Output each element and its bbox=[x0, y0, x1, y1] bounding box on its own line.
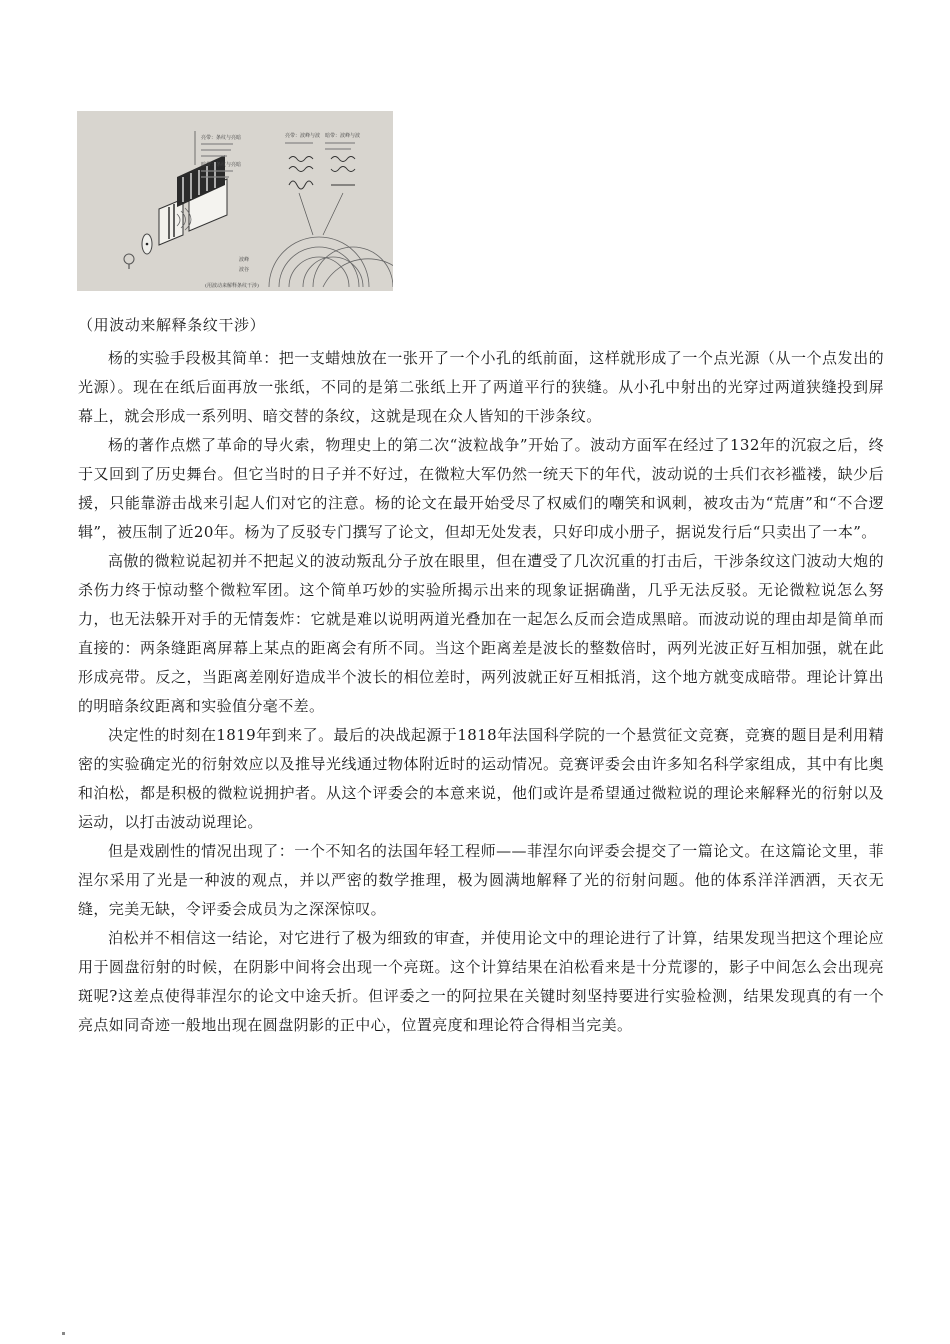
crest-label: 波峰 bbox=[239, 257, 250, 263]
page-mark bbox=[62, 1332, 65, 1335]
article-body bbox=[78, 344, 884, 1040]
figure-caption: （用波动来解释条纹干涉） bbox=[78, 316, 266, 334]
trough-label: 波谷 bbox=[239, 267, 250, 273]
paragraph: 杨的著作点燃了革命的导火索，物理史上的第二次“波粒战争”开始了。波动方面军在经过了132年的沉寂之后，终于又回到了历史舞台。但它当时的日子并不好过，在微粒大军仍然一统天下的年代，波动说的士兵们衣衫褴褛，缺少后援，只能靠游击战来引起人们对它的注意。杨的论文在最开始受尽了权威们的嘲笑和讽刺，被攻击为“荒唐”和“不合逻辑”，被压制了近20年。杨为了反驳专门撰写了论文，但却无处发表，只好印成小册子，据说发行后“只卖出了一本”。 bbox=[78, 436, 884, 541]
figure-inner-caption: (用波动来解释条纹干涉) bbox=[205, 283, 259, 289]
paragraph: 决定性的时刻在1819年到来了。最后的决战起源于1818年法国科学院的一个悬赏征文竞赛，竞赛的题目是利用精密的实验确定光的衍射效应以及推导光线通过物体附近时的运动情况。竞赛评委会由许多知名科学家组成，其中有比奥和泊松，都是积极的微粒说拥护者。从这个评委会的本意来说，他们或许是希望通过微粒说的理论来解释光的衍射以及运动，以打击波动说理论。 bbox=[78, 726, 884, 831]
interference-diagram bbox=[77, 111, 393, 291]
paragraph: 高傲的微粒说起初并不把起义的波动叛乱分子放在眼里，但在遭受了几次沉重的打击后，干涉条纹这门波动大炮的杀伤力终于惊动整个微粒军团。这个简单巧妙的实验所揭示出来的现象证据确凿，几乎无法反驳。无论微粒说怎么努力，也无法躲开对手的无情轰炸：它就是难以说明两道光叠加在一起怎么反而会造成黑暗。而波动说的理由却是简单而直接的：两条缝距离屏幕上某点的距离会有所不同。当这个距离差是波长的整数倍时，两列光波正好互相加强，就在此形成亮带。反之，当距离差刚好造成半个波长的相位差时，两列波就正好互相抵消，这个地方就变成暗带。理论计算出的明暗条纹距离和实验值分毫不差。 bbox=[78, 552, 884, 715]
right-note-2: 暗带：波峰与波 bbox=[325, 133, 361, 139]
left-note-2: 暗带：条纹与亮暗 bbox=[201, 162, 242, 168]
paragraph: 泊松并不相信这一结论，对它进行了极为细致的审查，并使用论文中的理论进行了计算，结果发现当把这个理论应用于圆盘衍射的时候，在阴影中间将会出现一个亮斑。这个计算结果在泊松看来是十分荒谬的，影子中间怎么会出现亮斑呢?这差点使得菲涅尔的论文中途夭折。但评委之一的阿拉果在关键时刻坚持要进行实验检测，结果发现真的有一个亮点如同奇迹一般地出现在圆盘阴影的正中心，位置亮度和理论符合得相当完美。 bbox=[78, 929, 884, 1034]
right-note-1: 亮带：波峰与波 bbox=[285, 133, 321, 139]
pinhole-card bbox=[142, 234, 152, 254]
left-note-1: 亮带：条纹与亮暗 bbox=[201, 135, 242, 141]
paragraph: 但是戏剧性的情况出现了：一个不知名的法国年轻工程师——菲涅尔向评委会提交了一篇论文。在这篇论文里，菲涅尔采用了光是一种波的观点，并以严密的数学推理，极为圆满地解释了光的衍射问题。他的体系洋洋洒洒，天衣无缝，完美无缺，令评委会成员为之深深惊叹。 bbox=[78, 842, 884, 918]
interference-illustration bbox=[77, 111, 393, 291]
paragraph: 杨的实验手段极其简单：把一支蜡烛放在一张开了一个小孔的纸前面，这样就形成了一个点光源（从一个点发出的光源）。现在在纸后面再放一张纸，不同的是第二张纸上开了两道平行的狭缝。从小孔中射出的光穿过两道狭缝投到屏幕上，就会形成一系列明、暗交替的条纹，这就是现在众人皆知的干涉条纹。 bbox=[78, 349, 884, 425]
